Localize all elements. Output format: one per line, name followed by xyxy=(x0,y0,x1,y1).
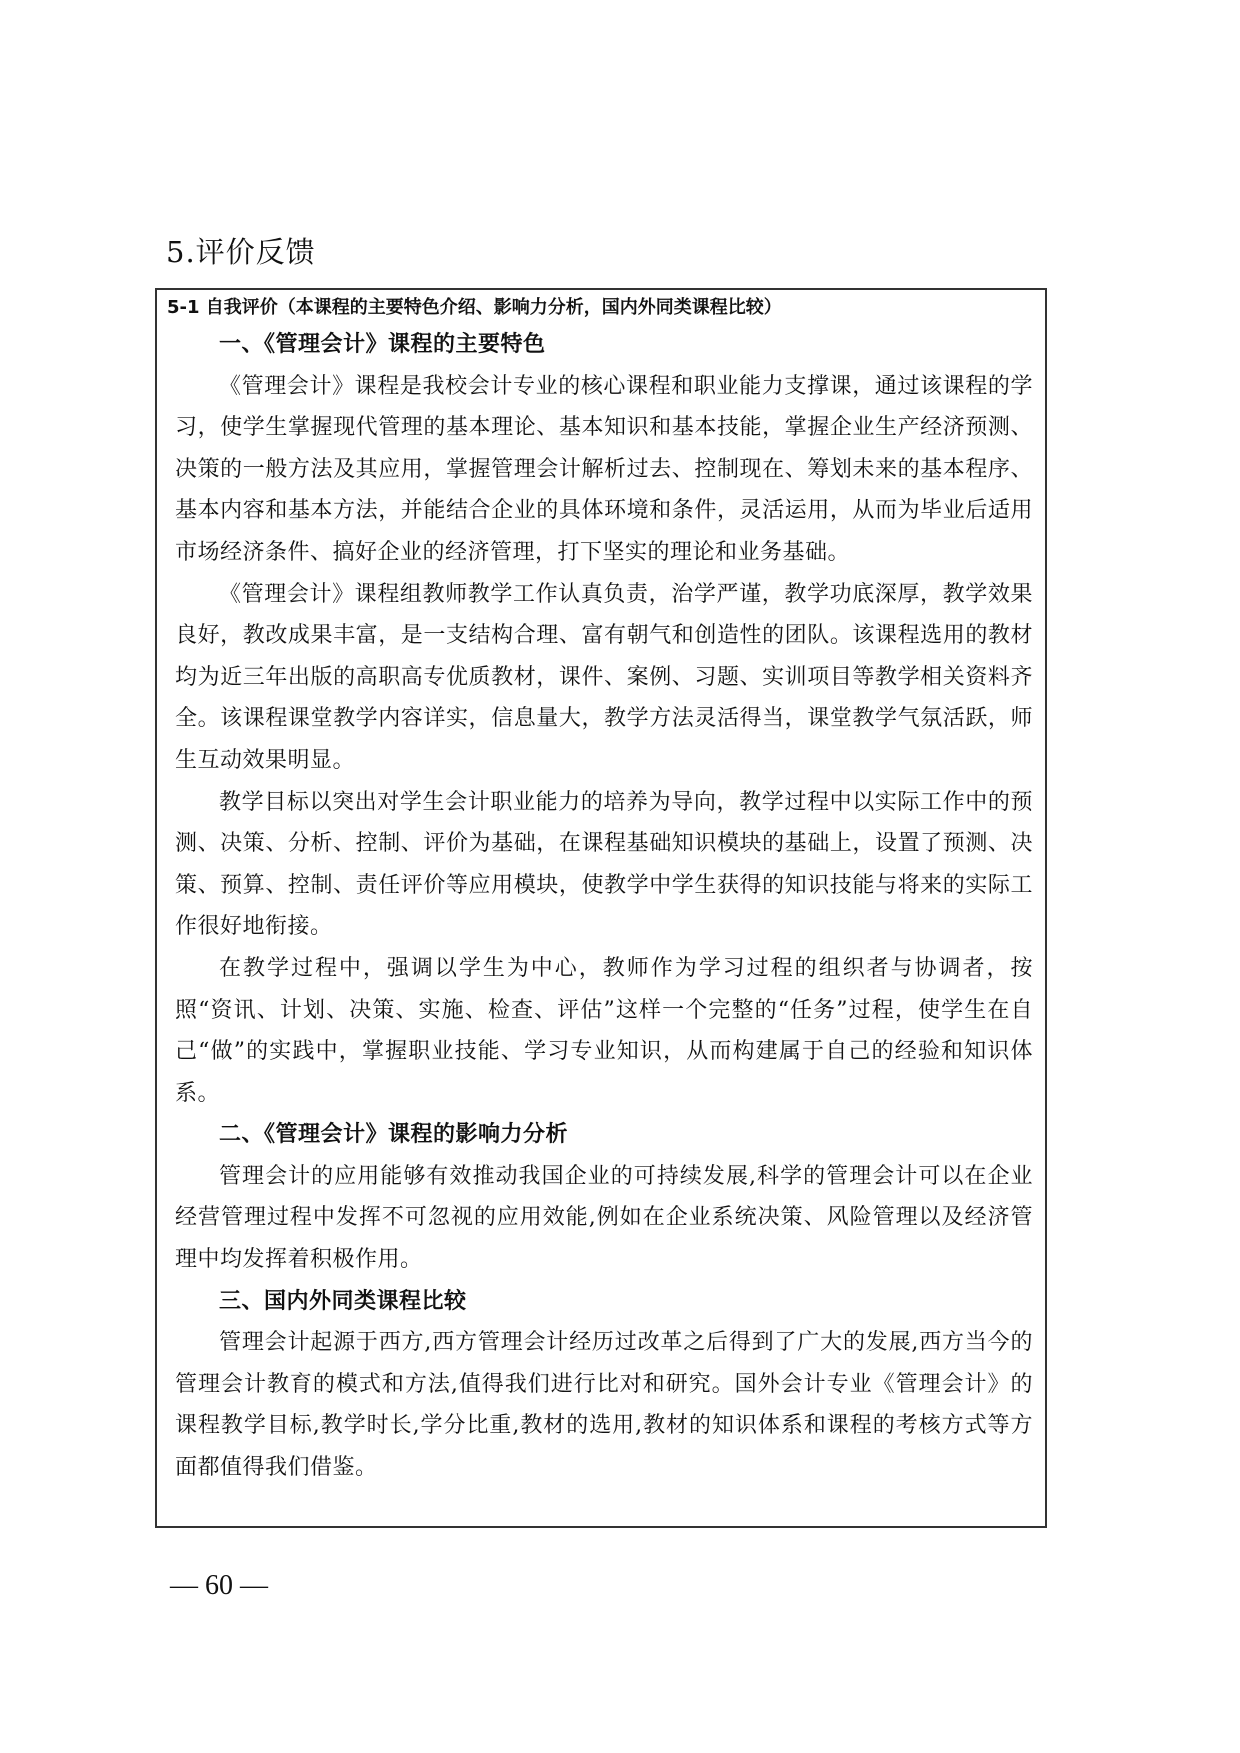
heading-comparison: 三、国内外同类课程比较 xyxy=(219,1288,467,1314)
paragraph-1: 《管理会计》课程是我校会计专业的核心课程和职业能力支撑课，通过该课程的学习，使学生掌握现代管理的基本理论、基本知识和基本技能，掌握企业生产经济预测、决策的一般方法及其应用，掌握管理会计解析过去、控制现在、筹划未来的基本程序、基本内容和基本方法，并能结合企业的具体环境和条件，灵活运用，从而为毕业后适用市场经济条件、搞好企业的经济管理，打下坚实的理论和业务基础。 xyxy=(175,373,1033,565)
evaluation-body xyxy=(175,324,1033,1489)
heading-influence: 二、《管理会计》课程的影响力分析 xyxy=(219,1122,569,1148)
box-header: 5-1 自我评价（本课程的主要特色介绍、影响力分析，国内外同类课程比较） xyxy=(167,297,782,318)
paragraph-2: 《管理会计》课程组教师教学工作认真负责，治学严谨，教学功底深厚，教学效果良好，教改成果丰富，是一支结构合理、富有朝气和创造性的团队。该课程选用的教材均为近三年出版的高职高专优质教材，课件、案例、习题、实训项目等教学相关资料齐全。该课程课堂教学内容详实，信息量大，教学方法灵活得当，课堂教学气氛活跃，师生互动效果明显。 xyxy=(175,581,1033,773)
paragraph-4: 在教学过程中，强调以学生为中心，教师作为学习过程的组织者与协调者，按照“资讯、计划、决策、实施、检查、评估”这样一个完整的“任务”过程，使学生在自己“做”的实践中，掌握职业技能、学习专业知识，从而构建属于自己的经验和知识体系。 xyxy=(175,955,1033,1106)
self-evaluation-box xyxy=(155,288,1047,1528)
paragraph-6: 管理会计起源于西方,西方管理会计经历过改革之后得到了广大的发展,西方当今的管理会计教育的模式和方法,值得我们进行比对和研究。国外会计专业《管理会计》的课程教学目标,教学时长,学分比重,教材的选用,教材的知识体系和课程的考核方式等方面都值得我们借鉴。 xyxy=(175,1330,1033,1481)
heading-features: 一、《管理会计》课程的主要特色 xyxy=(219,332,546,357)
page-number: — 60 — xyxy=(170,1570,268,1601)
paragraph-5: 管理会计的应用能够有效推动我国企业的可持续发展,科学的管理会计可以在企业经营管理过程中发挥不可忽视的应用效能,例如在企业系统决策、风险管理以及经济管理中均发挥着积极作用。 xyxy=(175,1163,1033,1273)
paragraph-3: 教学目标以突出对学生会计职业能力的培养为导向，教学过程中以实际工作中的预测、决策、分析、控制、评价为基础，在课程基础知识模块的基础上，设置了预测、决策、预算、控制、责任评价等应用模块，使教学中学生获得的知识技能与将来的实际工作很好地衔接。 xyxy=(175,789,1033,940)
section-title: 5.评价反馈 xyxy=(166,235,316,269)
